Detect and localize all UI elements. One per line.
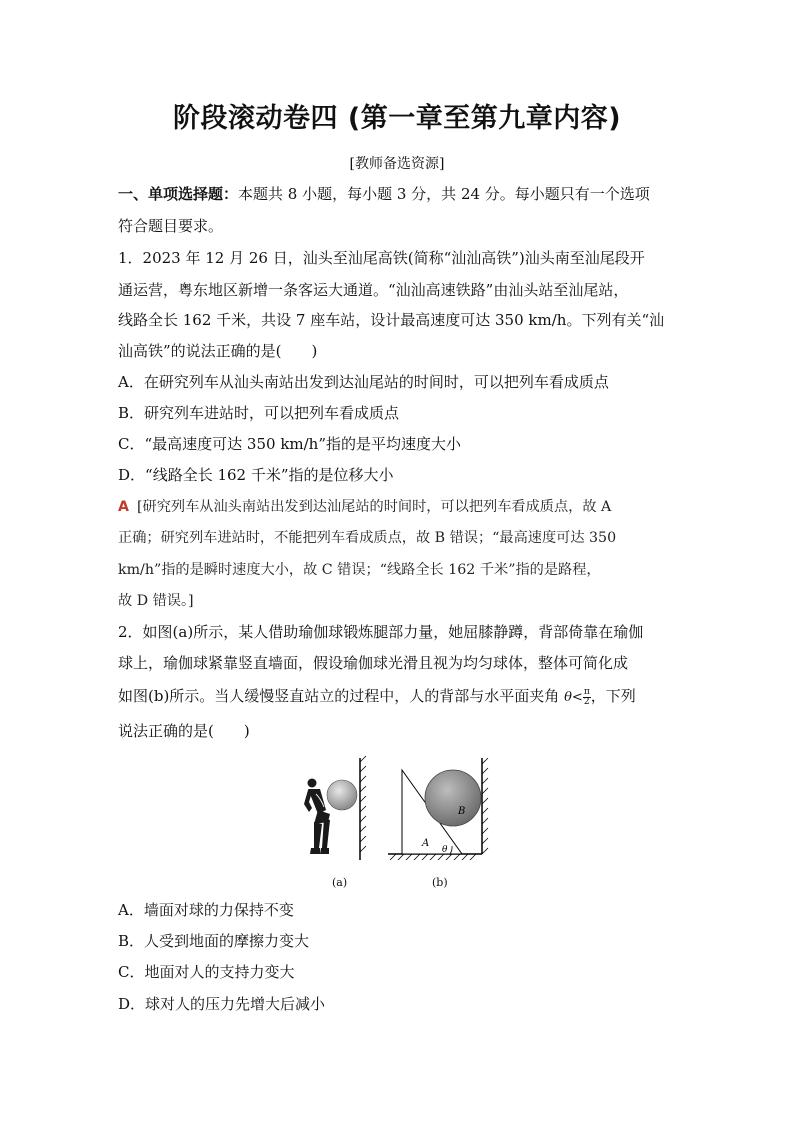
pi-over-2-fraction — [583, 688, 591, 707]
caption-a: (a) — [332, 876, 348, 889]
q2-stem-line: 说法正确的是( ) — [118, 722, 250, 740]
yoga-ball-a — [327, 780, 357, 810]
figure-drawing — [296, 752, 496, 898]
person-silhouette — [304, 779, 330, 855]
fraction-denominator: 2 — [583, 696, 590, 707]
ball-b — [425, 770, 481, 826]
q1-answer-letter: A — [118, 499, 129, 515]
q2-option-c: C．地面对人的支持力变大 — [118, 963, 295, 981]
q1-stem-line: 汕高铁”的说法正确的是( ) — [118, 342, 318, 360]
q1-stem-line: 线路全长 162 千米，共设 7 座车站，设计最高速度可达 350 km/h。下列有关“汕 — [118, 311, 665, 329]
page-subtitle: [教师备选资源] — [349, 156, 445, 172]
q2-option-d: D．球对人的压力先增大后减小 — [118, 995, 326, 1013]
theta-symbol: θ< — [564, 690, 583, 705]
section-heading: 一、单项选择题： — [118, 185, 239, 203]
fraction-numerator: π — [583, 686, 590, 697]
q2-stem-line-3 — [118, 686, 636, 708]
q1-explanation-text: [研究列车从汕头南站出发到达汕尾站的时间时，可以把列车看成质点，故 A — [136, 499, 612, 515]
section-intro-text: 本题共 8 小题，每小题 3 分，共 24 分。每小题只有一个选项 — [238, 185, 650, 203]
q1-option-a: A．在研究列车从汕头南站出发到达汕尾站的时间时，可以把列车看成质点 — [118, 373, 609, 391]
q1-option-c: C．“最高速度可达 350 km/h”指的是平均速度大小 — [118, 435, 462, 453]
figure-b-drawing — [388, 758, 488, 860]
q1-explanation-line: 故 D 错误。] — [118, 593, 194, 609]
section-intro — [118, 184, 650, 204]
q2-figure — [296, 752, 496, 898]
q2-option-b: B．人受到地面的摩擦力变大 — [118, 932, 310, 950]
q2-stem-text: 如图(b)所示。当人缓慢竖直站立的过程中，人的背部与水平面夹角 — [118, 687, 560, 705]
q1-explanation-line: km/h”指的是瞬时速度大小，故 C 错误；“线路全长 162 千米”指的是路程， — [118, 562, 601, 578]
figure-a-drawing — [304, 756, 366, 860]
label-a: A — [422, 838, 430, 849]
q2-stem-text-tail: ，下列 — [590, 687, 636, 705]
q1-explanation-line: 正确；研究列车进站时，不能把列车看成质点，故 B 错误；“最高速度可达 350 — [118, 530, 617, 546]
q2-option-a: A．墙面对球的力保持不变 — [118, 901, 294, 919]
q1-answer-line — [118, 497, 611, 517]
page-title: 阶段滚动卷四 (第一章至第九章内容) — [172, 103, 622, 134]
label-b: B — [458, 806, 466, 817]
section-intro-line2: 符合题目要求。 — [118, 217, 224, 235]
q2-stem-line: 2．如图(a)所示，某人借助瑜伽球锻炼腿部力量，她屈膝静蹲，背部倚靠在瑜伽 — [118, 623, 644, 641]
wall-hatching-a — [360, 756, 366, 852]
label-theta: θ — [442, 845, 448, 855]
q1-stem-line: 1．2023 年 12 月 26 日，汕头至汕尾高铁(简称“汕汕高铁”)汕头南至汕尾段开 — [118, 249, 645, 267]
q1-stem-line: 通运营，粤东地区新增一条客运大通道。“汕汕高速铁路”由汕头站至汕尾站， — [118, 281, 629, 299]
ground-hatching-b — [390, 854, 476, 860]
q2-stem-line: 球上，瑜伽球紧靠竖直墙面，假设瑜伽球光滑且视为均匀球体，整体可简化成 — [118, 654, 629, 672]
caption-b: (b) — [432, 876, 448, 889]
q1-option-d: D．“线路全长 162 千米”指的是位移大小 — [118, 466, 394, 484]
wall-hatching-b — [482, 758, 488, 854]
q1-option-b: B．研究列车进站时，可以把列车看成质点 — [118, 404, 400, 422]
